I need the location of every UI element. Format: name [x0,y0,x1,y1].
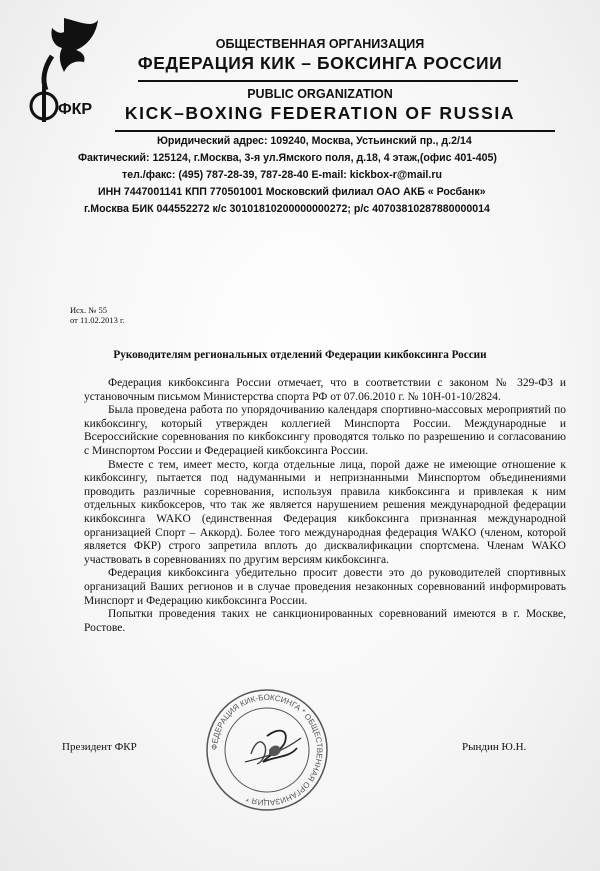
letter-body [84,377,566,635]
paragraph: Попытки проведения таких не санкционированных соревнований имеются в г. Москве, Ростове. [84,608,566,634]
paragraph: Вместе с тем, имеет место, когда отдельные лица, порой даже не имеющие отношение к кикбоксингу, пытается под надуманными и непризнанными Минспортом объединениями проводить различные соревнования, используя правила кикбоксинга и привлекая к ним отдельных кикбоксеров, что так же является нарушением решения международной федерации кикбоксинга WAKO (единственная Федерация кикбоксинга признанная международной организацией Спорт – Аккорд). Более того международная федерация WAKO (членом, которой является ФКР) строго запретила вплоть до дисквалификации спортсмена. Членам WAKO участвовать в соревнованиях по другим версиям кикбоксинга. [84,458,566,566]
signatory-name: Рындин Ю.Н. [462,741,527,753]
header-divider [115,130,555,132]
phone-email: тел./факс: (495) 787-28-39, 787-28-40 E-mail: kickbox-r@mail.ru [122,169,442,181]
paragraph: Федерация кикбоксинга России отмечает, что в соответствии с законом № 329-ФЗ и установочным письмом Министерства спорта РФ от 07.06.2010 г. № 10Н-01-10/2824. [84,377,566,403]
org-type-ru: ОБЩЕСТВЕННАЯ ОРГАНИЗАЦИЯ [215,37,425,51]
legal-address: Юридический адрес: 109240, Москва, Устьинский пр., д.2/14 [157,135,472,147]
signatory-position: Президент ФКР [62,741,137,753]
svg-text:ФЕДЕРАЦИЯ КИК-БОКСИНГА * ОБЩЕС [210,693,324,807]
bank-details: г.Москва БИК 044552272 к/с 30101810200000000272; р/с 40703810287880000014 [84,203,490,215]
stamp-ring-text: ФЕДЕРАЦИЯ КИК-БОКСИНГА * ОБЩЕСТВЕННАЯ ОРГАНИЗАЦИЯ * [209,692,325,808]
paragraph: Федерация кикбоксинга убедительно просит довести это до руководителей спортивных организаций Ваших регионов и в случае проведения незаконных соревнований информировать Минспорт и Федерацию кикбоксинга России. [84,567,566,607]
org-name-en: KICK–BOXING FEDERATION OF RUSSIA [124,103,516,123]
header-divider [138,80,518,82]
paragraph: Была проведена работа по упорядочиванию календаря спортивно-массовых мероприятий по кикбоксингу, который утвержден коллегией Минспорта России. Международные и Всероссийские соревнования по кикбоксингу проводятся только по разрешению и согласованию с Минспортом России и Федерацией кикбоксинга России. [84,404,566,457]
org-type-en: PUBLIC ORGANIZATION [247,87,393,101]
actual-address: Фактический: 125124, г.Москва, 3-я ул.Ямского поля, д.18, 4 этаж,(офис 401-405) [78,152,497,164]
outgoing-number: Исх. № 55 [70,305,108,315]
outgoing-date: от 11.02.2013 г. [70,315,125,325]
inn-bank-branch: ИНН 7447001141 КПП 770501001 Московский филиал ОАО АКБ « Росбанк» [98,186,486,198]
letter-addressee: Руководителям региональных отделений Федерации кикбоксинга России [113,349,487,361]
federation-logo [24,16,102,126]
official-stamp [205,688,329,812]
logo-text: ФКР [58,101,93,118]
org-name-ru: ФЕДЕРАЦИЯ КИК – БОКСИНГА РОССИИ [137,53,503,73]
